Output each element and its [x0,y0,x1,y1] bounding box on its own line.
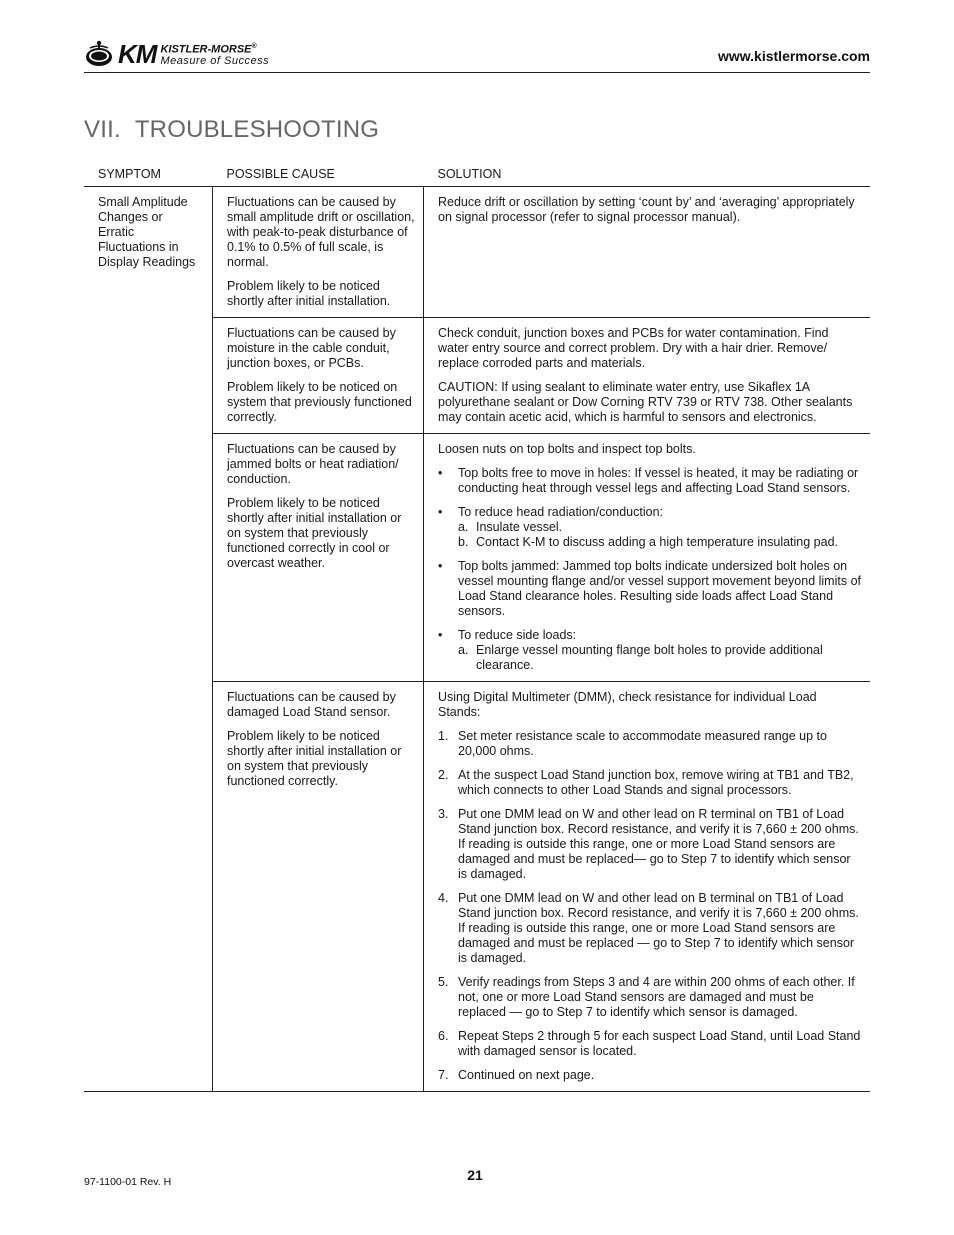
section-title-text: TROUBLESHOOTING [134,116,380,143]
bullet-text: To reduce head radiation/conduction: [458,505,664,519]
bullet-text: To reduce side loads: [458,628,577,642]
cause-note: Problem likely to be noticed on system that previously functioned correctly. [227,380,412,424]
step-number: 3. [438,807,449,821]
cause-cell [213,434,424,682]
registered-mark: ® [251,43,257,51]
solution-intro: Loosen nuts on top bolts and inspect top bolts. [438,442,696,456]
section-title [84,116,379,144]
step-text: Put one DMM lead on W and other lead on R terminal on TB1 of Load Stand junction box. Record resistance, and verify it is 7,660 ± 200 ohms. If reading is outside this range, one or more Load Stand sensors are damaged and must be replaced— go to Step 7 to identify which sensor is damaged. [458,807,859,881]
solution-cell [424,682,871,1092]
sub-item [458,520,862,535]
step-text: At the suspect Load Stand junction box, remove wiring at TB1 and TB2, which connects to other Load Stands and signal processors. [458,768,854,797]
solution-text: Check conduit, junction boxes and PCBs for water contamination. Find water entry source and correct problem. Dry with a hair drier. Remove/ replace corroded parts and materials. [438,326,829,370]
list-item [438,628,862,673]
symptom-cell: Small Amplitude Changes or Erratic Fluctuations in Display Readings [84,187,213,1092]
cause-note: Problem likely to be noticed shortly after initial installation. [227,279,391,308]
kistler-morse-logo [84,38,269,70]
header-possible-cause: POSSIBLE CAUSE [213,164,424,187]
logo-letters: KM [118,38,157,69]
step-text: Put one DMM lead on W and other lead on B terminal on TB1 of Load Stand junction box. Record resistance, and verify it is 7,660 ± 200 ohms. If reading is outside this range, one or more Load Stand sensors are damaged and must be replaced — go to Step 7 to identify which sensor is damaged. [458,891,859,965]
step-item [438,768,862,798]
website-url: www.kistlermorse.com [718,48,870,64]
table-row [84,187,870,318]
solution-intro: Using Digital Multimeter (DMM), check resistance for individual Load Stands: [438,690,817,719]
section-number: VII. [84,116,121,143]
cause-cell [213,187,424,318]
cause-text: Fluctuations can be caused by moisture in the cable conduit, junction boxes, or PCBs. [227,326,396,370]
step-number: 1. [438,729,449,743]
document-number: 97-1100-01 Rev. H [84,1176,172,1188]
step-item [438,1068,862,1083]
bullet-text: Top bolts jammed: Jammed top bolts indicate undersized bolt holes on vessel mounting flange and/or vessel support movement beyond limits of Load Stand clearance holes. Resulting side loads affect Load Stand sensors. [458,559,861,618]
sub-item [458,643,862,673]
list-item [438,466,862,496]
sub-label: a. [458,643,469,657]
sub-text: Insulate vessel. [476,520,563,534]
solution-text: Reduce drift or oscillation by setting ‘count by’ and ‘averaging’ appropriately on signal processor (refer to signal processor manual). [438,195,855,224]
header-symptom: SYMPTOM [84,164,213,187]
bullet-text: Top bolts free to move in holes: If vessel is heated, it may be radiating or conducting heat through vessel legs and affecting Load Stand sensors. [458,466,859,495]
sub-text: Contact K-M to discuss adding a high temperature insulating pad. [476,535,839,549]
cause-text: Fluctuations can be caused by damaged Load Stand sensor. [227,690,396,719]
step-text: Set meter resistance scale to accommodate measured range up to 20,000 ohms. [458,729,827,758]
step-item [438,807,862,882]
caution-text: CAUTION: If using sealant to eliminate water entry, use Sikaflex 1A polyurethane sealant or Dow Corning RTV 739 or RTV 738. Other sealants may contain acetic acid, which is harmful to sensors and electronics. [438,380,853,424]
solution-cell [424,434,871,682]
bullet-list [438,466,862,673]
step-text: Continued on next page. [458,1068,595,1082]
logo-tagline: Measure of Success [160,54,270,67]
cause-note: Problem likely to be noticed shortly after initial installation or on system that previously functioned correctly in cool or overcast weather. [227,496,402,570]
logo-company-name: KISTLER-MORSE [160,43,252,56]
sub-text: Enlarge vessel mounting flange bolt holes to provide additional clearance. [476,643,823,672]
step-number: 7. [438,1068,449,1082]
troubleshooting-table [84,164,870,1092]
step-number: 6. [438,1029,449,1043]
bullet-marker: • [438,466,443,480]
sub-label: a. [458,520,469,534]
cause-text: Fluctuations can be caused by jammed bolts or heat radiation/ conduction. [227,442,399,486]
page-header [84,38,870,73]
solution-cell [424,187,871,318]
cause-text: Fluctuations can be caused by small amplitude drift or oscillation, with peak-to-peak disturbance of 0.1% to 0.5% of full scale, is normal. [227,195,415,269]
header-solution: SOLUTION [424,164,871,187]
sub-item [458,535,862,550]
step-item [438,1029,862,1059]
list-item [438,505,862,550]
step-item [438,729,862,759]
solution-cell [424,318,871,434]
step-text: Repeat Steps 2 through 5 for each suspect Load Stand, until Load Stand with damaged sensor is located. [458,1029,861,1058]
bullet-marker: • [438,628,443,642]
table-header-row [84,164,870,187]
numbered-steps [438,729,862,1083]
step-number: 5. [438,975,449,989]
bullet-marker: • [438,505,443,519]
page-number: 21 [467,1167,483,1183]
step-item [438,891,862,966]
sub-label: b. [458,535,469,549]
cause-cell [213,318,424,434]
cause-cell [213,682,424,1092]
step-item [438,975,862,1020]
bullet-marker: • [438,559,443,573]
list-item [438,559,862,619]
cause-note: Problem likely to be noticed shortly after initial installation or on system that previously functioned correctly. [227,729,402,788]
step-text: Verify readings from Steps 3 and 4 are within 200 ohms of each other. If not, one or more Load Stand sensors are damaged and must be replaced — go to Step 7 to identify which sensor is damaged. [458,975,855,1019]
step-number: 2. [438,768,449,782]
page-number-container [0,1167,954,1183]
scale-logo-icon [84,39,114,69]
step-number: 4. [438,891,449,905]
